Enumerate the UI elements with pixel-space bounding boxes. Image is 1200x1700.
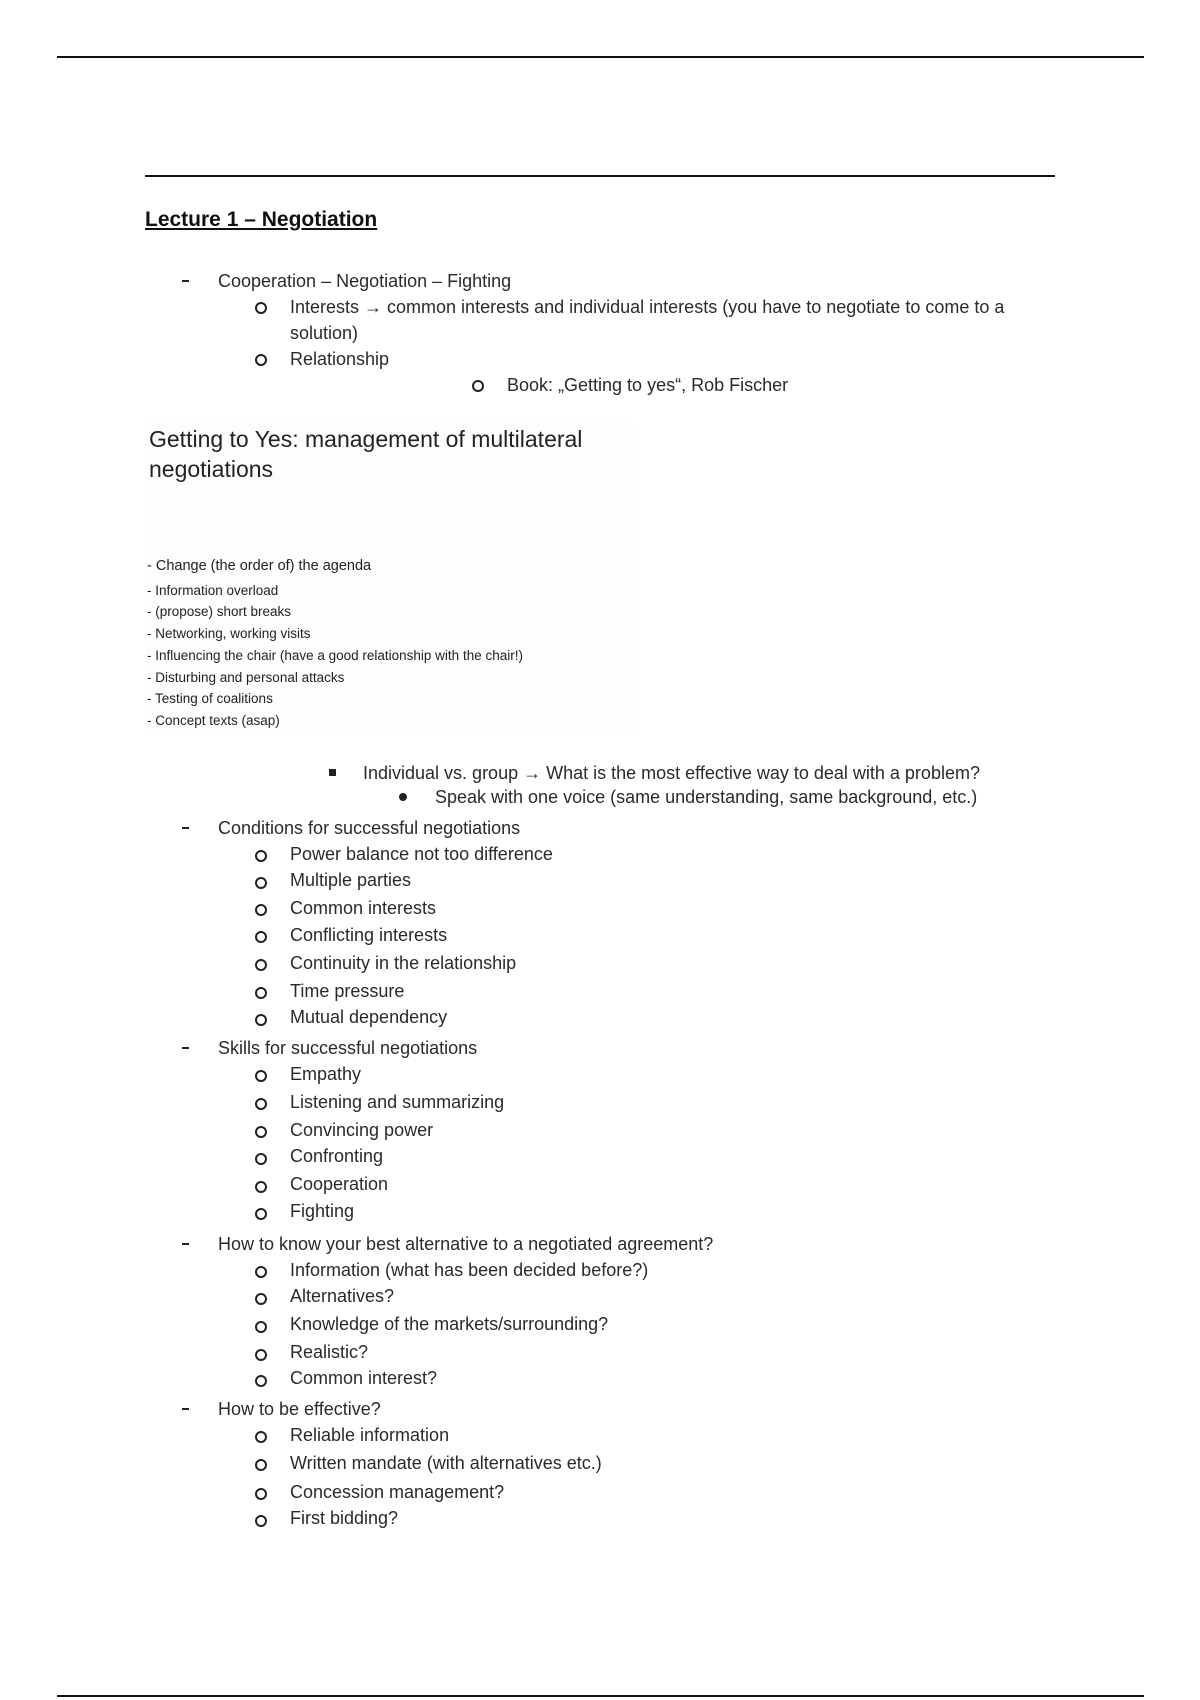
ring-bullet-icon xyxy=(255,1266,267,1278)
ring-bullet-icon xyxy=(255,931,267,943)
slide-list-item: - Testing of coalitions xyxy=(147,691,273,706)
ring-bullet-icon xyxy=(255,1126,267,1138)
slide-title: Getting to Yes: management of multilateral negotiations xyxy=(149,426,583,482)
list-item: Continuity in the relationship xyxy=(290,953,517,973)
ring-bullet-icon xyxy=(255,850,267,862)
ring-bullet-icon xyxy=(255,1515,267,1527)
dot-bullet-icon xyxy=(399,793,407,801)
dash-bullet-icon xyxy=(182,1243,189,1245)
page-bottom-rule xyxy=(57,1695,1144,1697)
ring-bullet-icon xyxy=(255,959,267,971)
list-item: Confronting xyxy=(290,1146,384,1166)
list-item: Mutual dependency xyxy=(290,1007,448,1027)
ring-bullet-icon xyxy=(255,1293,267,1305)
list-item-continuation: solution) xyxy=(290,323,359,343)
section-heading: How to know your best alternative to a negotiated agreement? xyxy=(218,1234,714,1254)
list-item: Concession management? xyxy=(290,1482,505,1502)
ring-bullet-icon xyxy=(255,1070,267,1082)
ring-bullet-icon xyxy=(255,904,267,916)
list-item: Information (what has been decided before?) xyxy=(290,1260,649,1280)
list-item: Common interests xyxy=(290,898,437,918)
list-item: Cooperation xyxy=(290,1174,389,1194)
slide-list-item: - Change (the order of) the agenda xyxy=(147,558,372,574)
list-item: Interests → common interests and individual interests (you have to negotiate to come to a xyxy=(290,297,1005,317)
list-item: Book: „Getting to yes“, Rob Fischer xyxy=(507,375,789,395)
ring-bullet-icon xyxy=(255,302,267,314)
header-rule xyxy=(145,175,1055,177)
dash-bullet-icon xyxy=(182,1047,189,1049)
list-item: Conflicting interests xyxy=(290,925,448,945)
list-item: Written mandate (with alternatives etc.) xyxy=(290,1453,602,1473)
ring-bullet-icon xyxy=(255,1321,267,1333)
ring-bullet-icon xyxy=(255,1488,267,1500)
ring-bullet-icon xyxy=(255,1181,267,1193)
ring-bullet-icon xyxy=(255,1208,267,1220)
section-heading: How to be effective? xyxy=(218,1399,381,1419)
list-item: Reliable information xyxy=(290,1425,450,1445)
ring-bullet-icon xyxy=(255,1375,267,1387)
page-top-rule xyxy=(57,56,1144,58)
ring-bullet-icon xyxy=(472,380,484,392)
ring-bullet-icon xyxy=(255,354,267,366)
list-item: Common interest? xyxy=(290,1368,438,1388)
ring-bullet-icon xyxy=(255,1014,267,1026)
list-item: Power balance not too difference xyxy=(290,844,553,864)
slide-list-item: - Networking, working visits xyxy=(147,626,311,641)
list-item: Multiple parties xyxy=(290,870,412,890)
ring-bullet-icon xyxy=(255,987,267,999)
slide-list-item: - (propose) short breaks xyxy=(147,604,292,619)
list-item: Listening and summarizing xyxy=(290,1092,505,1112)
ring-bullet-icon xyxy=(255,877,267,889)
section-heading: Conditions for successful negotiations xyxy=(218,818,521,838)
dash-bullet-icon xyxy=(182,1408,189,1410)
section-heading: Cooperation – Negotiation – Fighting xyxy=(218,271,512,291)
ring-bullet-icon xyxy=(255,1349,267,1361)
list-item: Fighting xyxy=(290,1201,355,1221)
list-item: Empathy xyxy=(290,1064,362,1084)
dash-bullet-icon xyxy=(182,280,189,282)
list-item: Speak with one voice (same understanding, same background, etc.) xyxy=(435,787,978,807)
ring-bullet-icon xyxy=(255,1431,267,1443)
slide-list-item: - Concept texts (asap) xyxy=(147,713,280,728)
section-heading: Skills for successful negotiations xyxy=(218,1038,478,1058)
ring-bullet-icon xyxy=(255,1098,267,1110)
list-item: Alternatives? xyxy=(290,1286,395,1306)
list-item: Convincing power xyxy=(290,1120,434,1140)
ring-bullet-icon xyxy=(255,1153,267,1165)
list-item: Knowledge of the markets/surrounding? xyxy=(290,1314,609,1334)
list-item: First bidding? xyxy=(290,1508,399,1528)
ring-bullet-icon xyxy=(255,1459,267,1471)
slide-list-item: - Disturbing and personal attacks xyxy=(147,670,345,685)
list-item: Individual vs. group → What is the most effective way to deal with a problem? xyxy=(363,763,980,783)
list-item: Relationship xyxy=(290,349,390,369)
square-bullet-icon xyxy=(329,769,336,776)
page-title: Lecture 1 – Negotiation xyxy=(145,208,378,231)
slide-list-item: - Influencing the chair (have a good relationship with the chair!) xyxy=(147,648,523,663)
list-item: Time pressure xyxy=(290,981,405,1001)
slide-list-item: - Information overload xyxy=(147,583,279,598)
slide-image xyxy=(145,418,633,736)
list-item: Realistic? xyxy=(290,1342,369,1362)
dash-bullet-icon xyxy=(182,827,189,829)
